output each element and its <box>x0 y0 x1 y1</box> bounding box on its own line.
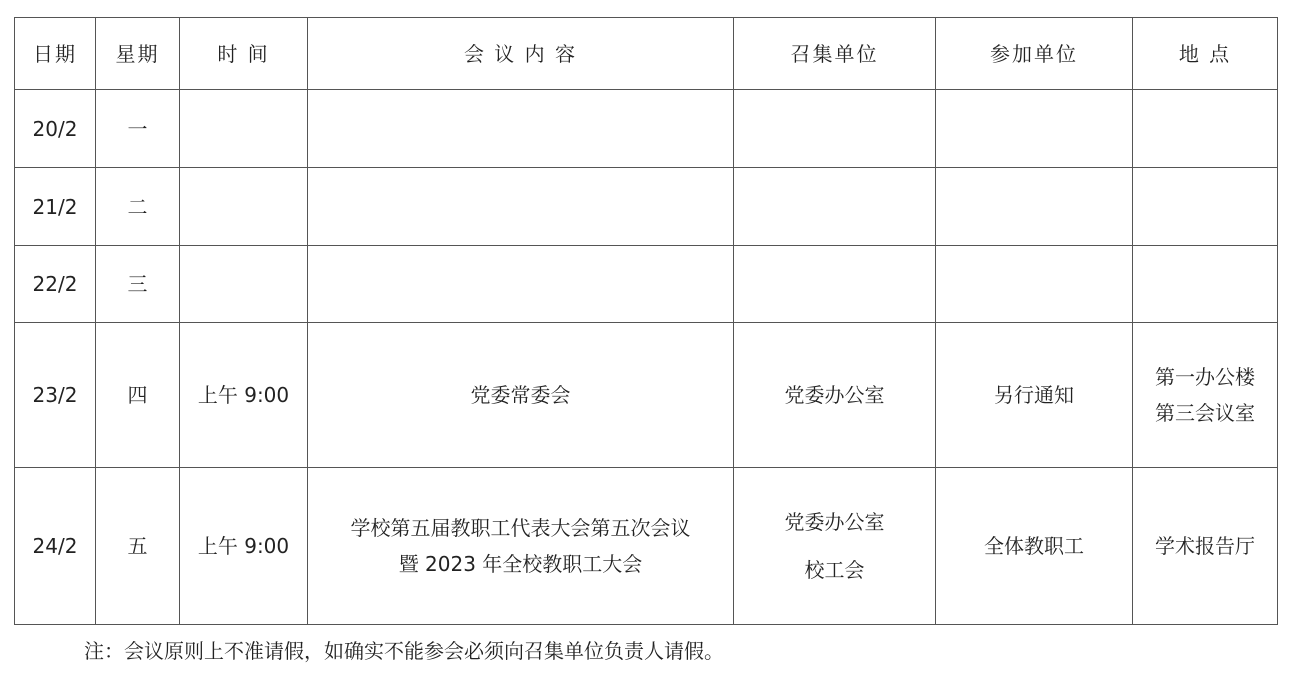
convener-line: 党委办公室 <box>784 510 885 534</box>
header-date: 日期 <box>15 18 96 90</box>
weekday-cell: 一 <box>96 90 180 168</box>
weekday-cell: 五 <box>96 468 180 625</box>
table-row <box>15 246 1278 323</box>
header-row <box>15 18 1278 90</box>
table-row <box>15 90 1278 168</box>
participants-cell <box>936 246 1133 323</box>
location-cell <box>1133 468 1278 625</box>
footnote: 注：会议原则上不准请假，如确实不能参会必须向召集单位负责人请假。 <box>84 639 724 663</box>
weekday-cell: 三 <box>96 246 180 323</box>
meeting-schedule-table <box>14 17 1278 625</box>
content-cell <box>308 468 734 625</box>
weekday-cell: 四 <box>96 323 180 468</box>
header-weekday: 星期 <box>96 18 180 90</box>
convener-line: 党委办公室 <box>784 383 885 407</box>
date-cell: 23/2 <box>15 323 96 468</box>
content-cell <box>308 323 734 468</box>
convener-line: 校工会 <box>804 558 865 582</box>
time-cell: 上午 9:00 <box>180 323 308 468</box>
content-cell <box>308 90 734 168</box>
convener-cell <box>734 168 936 246</box>
header-content: 会 议 内 容 <box>308 18 734 90</box>
header-convener: 召集单位 <box>734 18 936 90</box>
content-line: 暨 2023 年全校教职工大会 <box>398 552 643 576</box>
date-cell: 21/2 <box>15 168 96 246</box>
participants-cell: 另行通知 <box>936 323 1133 468</box>
date-cell: 20/2 <box>15 90 96 168</box>
content-cell <box>308 246 734 323</box>
location-cell <box>1133 90 1278 168</box>
location-line: 第三会议室 <box>1155 401 1255 425</box>
time-cell <box>180 246 308 323</box>
location-cell <box>1133 323 1278 468</box>
convener-cell <box>734 323 936 468</box>
content-line: 党委常委会 <box>470 383 571 407</box>
content-line: 学校第五届教职工代表大会第五次会议 <box>350 516 691 540</box>
participants-cell <box>936 168 1133 246</box>
date-cell: 22/2 <box>15 246 96 323</box>
table-row <box>15 168 1278 246</box>
location-cell <box>1133 168 1278 246</box>
location-line: 第一办公楼 <box>1155 365 1255 389</box>
participants-cell <box>936 90 1133 168</box>
convener-cell <box>734 468 936 625</box>
date-cell: 24/2 <box>15 468 96 625</box>
convener-cell <box>734 90 936 168</box>
convener-cell <box>734 246 936 323</box>
time-cell: 上午 9:00 <box>180 468 308 625</box>
header-location: 地 点 <box>1133 18 1278 90</box>
time-cell <box>180 168 308 246</box>
table-row <box>15 323 1278 468</box>
header-time: 时 间 <box>180 18 308 90</box>
header-participants: 参加单位 <box>936 18 1133 90</box>
table-row <box>15 468 1278 625</box>
weekday-cell: 二 <box>96 168 180 246</box>
time-cell <box>180 90 308 168</box>
content-cell <box>308 168 734 246</box>
participants-cell: 全体教职工 <box>936 468 1133 625</box>
location-cell <box>1133 246 1278 323</box>
location-line: 学术报告厅 <box>1155 534 1255 558</box>
